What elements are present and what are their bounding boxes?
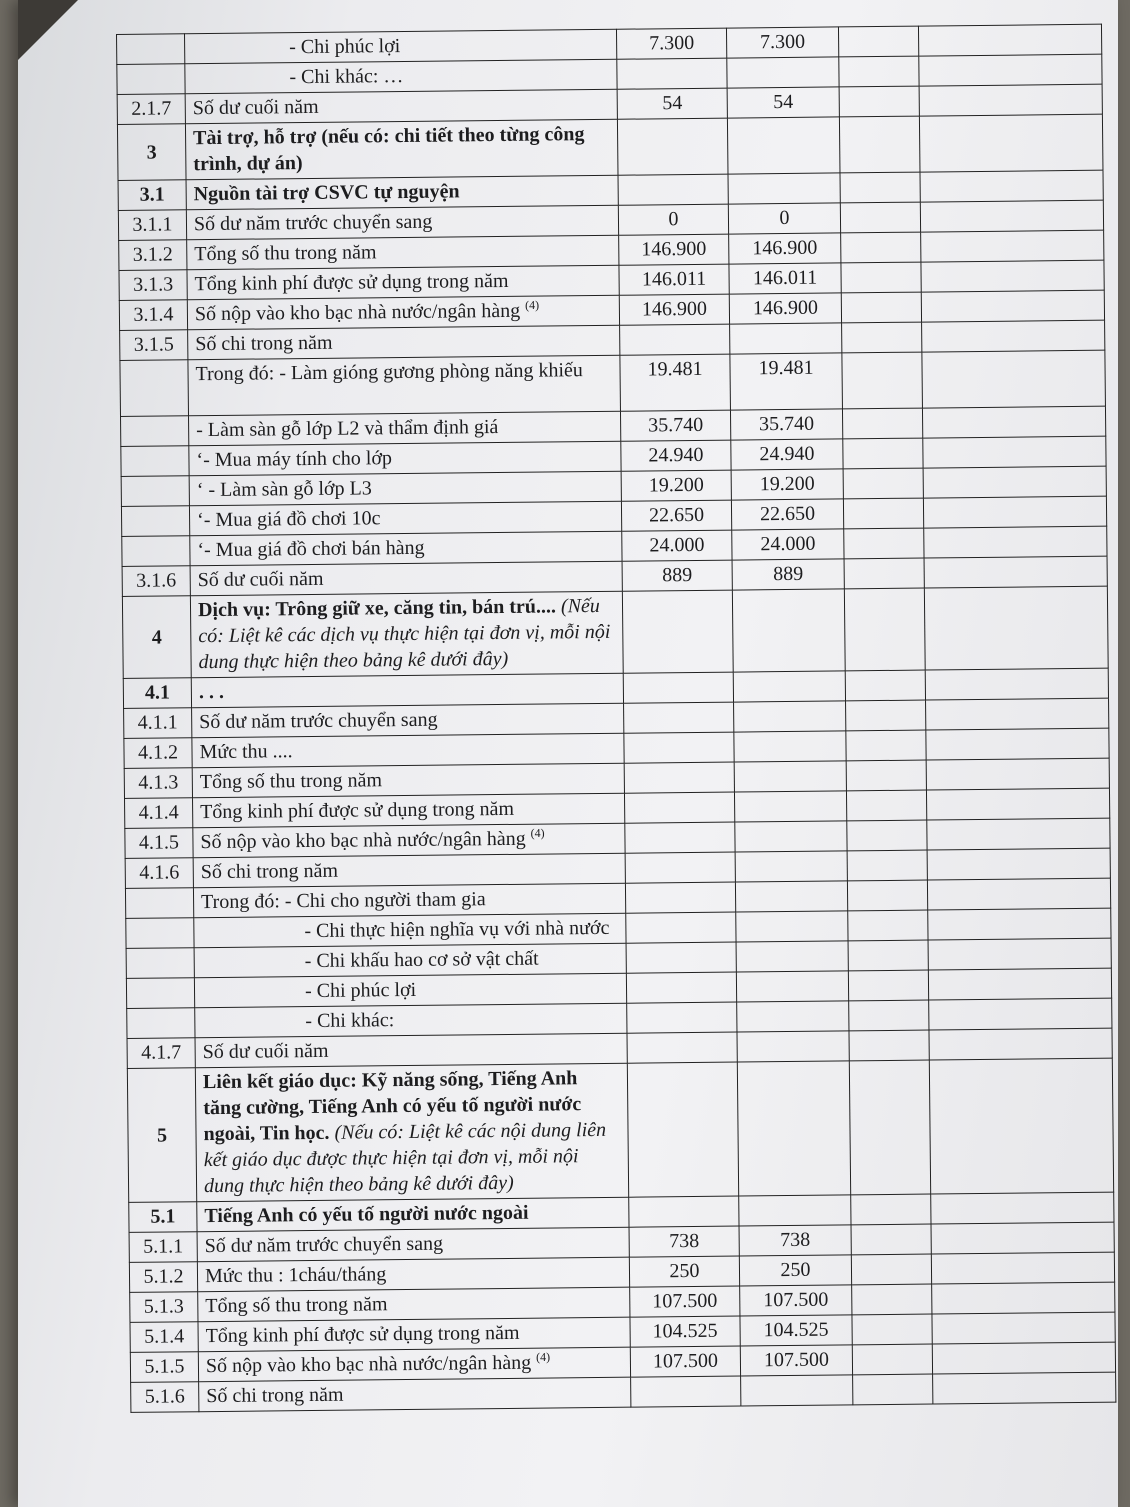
row-description: [188, 325, 620, 360]
value-estimate: [626, 912, 736, 943]
empty-cell: [848, 940, 928, 971]
value-estimate: 738: [629, 1226, 739, 1257]
row-description: [195, 1003, 627, 1038]
empty-cell: [844, 558, 924, 589]
empty-cell: [852, 1314, 932, 1345]
value-estimate: 250: [629, 1256, 739, 1287]
row-description-text: Nguồn tài trợ CSVC tự nguyện: [193, 180, 460, 206]
finance-table-body: [117, 24, 1116, 1412]
empty-cell: [920, 200, 1103, 232]
value-estimate: 54: [617, 88, 727, 119]
value-estimate: 24.000: [622, 530, 732, 561]
value-actual: 0: [728, 203, 840, 234]
value-actual: 250: [739, 1255, 851, 1286]
empty-cell: [840, 172, 920, 203]
row-code: 3.1.3: [119, 270, 187, 301]
row-code: 3.1.2: [119, 240, 187, 271]
value-estimate: [626, 972, 736, 1003]
value-actual: [734, 731, 846, 762]
empty-cell: [840, 202, 920, 233]
row-note: (Nếu có: Liệt kê các dịch vụ thực hiện tại đơn vị, mỗi nội dung thực hiện theo bảng kê dưới đây): [198, 594, 611, 674]
value-actual: [736, 971, 848, 1002]
empty-cell: [923, 466, 1106, 498]
row-description-text: Tài trợ, hỗ trợ (nếu có: chi tiết theo từng công trình, dự án): [192, 123, 585, 176]
row-code: 5: [127, 1068, 196, 1203]
row-code: 4.1: [123, 678, 191, 709]
empty-cell: [924, 526, 1107, 558]
empty-cell: [844, 528, 924, 559]
empty-cell: [926, 788, 1109, 820]
row-description-text: Liên kết giáo dục: Kỹ năng sống, Tiếng Anh tăng cường, Tiếng Anh có yếu tố người nước ngoài, Tin học.: [202, 1067, 582, 1146]
background-corner: [18, 0, 78, 60]
empty-cell: [839, 86, 919, 117]
empty-cell: [853, 1374, 933, 1405]
value-estimate: [620, 324, 730, 355]
row-description: [197, 1257, 629, 1292]
row-code: 5.1.1: [129, 1232, 197, 1263]
row-description-text: ‘ - Làm sàn gỗ lớp L3: [196, 477, 372, 502]
empty-cell: [919, 84, 1102, 116]
value-estimate: [626, 942, 736, 973]
row-description: [189, 501, 621, 536]
row-code: 4.1.4: [125, 798, 193, 829]
value-estimate: [624, 792, 734, 823]
row-code: 3.1: [118, 180, 186, 211]
row-description-text: ‘- Mua máy tính cho lớp: [196, 447, 393, 472]
row-description: [193, 823, 625, 858]
empty-cell: [852, 1284, 932, 1315]
row-code: 4: [122, 596, 191, 679]
empty-cell: [921, 290, 1104, 322]
empty-cell: [927, 878, 1110, 910]
empty-cell: [843, 498, 923, 529]
value-actual: 7.300: [726, 27, 838, 58]
row-description: [191, 673, 623, 708]
row-description: [189, 441, 621, 476]
empty-cell: [924, 556, 1107, 588]
value-actual: [739, 1195, 851, 1226]
row-description: [197, 1227, 629, 1262]
empty-cell: [841, 232, 921, 263]
empty-cell: [851, 1224, 931, 1255]
row-description: [193, 853, 625, 888]
value-actual: 738: [739, 1225, 851, 1256]
row-description: [185, 89, 617, 124]
empty-cell: [931, 1192, 1114, 1224]
row-description: [195, 1033, 627, 1068]
row-description: [194, 973, 626, 1008]
row-description: [190, 531, 622, 566]
empty-cell: [842, 352, 923, 409]
empty-cell: [918, 24, 1101, 56]
row-description-text: Số dư năm trước chuyển sang: [199, 708, 438, 734]
value-actual: [737, 1001, 849, 1032]
empty-cell: [921, 230, 1104, 262]
value-actual: 22.650: [731, 499, 843, 530]
row-code: 3: [117, 124, 186, 181]
value-estimate: [617, 118, 728, 175]
value-estimate: [624, 762, 734, 793]
empty-cell: [928, 968, 1111, 1000]
empty-cell: [926, 728, 1109, 760]
row-description: [189, 471, 621, 506]
empty-cell: [846, 760, 926, 791]
row-description: [192, 763, 624, 798]
empty-cell: [931, 1222, 1114, 1254]
empty-cell: [919, 114, 1103, 172]
row-description-text: Số dư năm trước chuyển sang: [204, 1232, 444, 1258]
row-description-text: Tiếng Anh có yếu tố người nước ngoài: [204, 1201, 529, 1228]
empty-cell: [849, 1030, 929, 1061]
row-code: [122, 536, 190, 567]
value-estimate: [617, 58, 727, 89]
row-description-text: Mức thu : 1cháu/tháng: [204, 1263, 387, 1288]
empty-cell: [922, 406, 1105, 438]
row-description-text: Số nộp vào kho bạc nhà nước/ngân hàng: [205, 1351, 532, 1378]
value-actual: 19.200: [731, 469, 843, 500]
row-description-text: - Chi thực hiện nghĩa vụ với nhà nước: [304, 916, 610, 943]
row-description: [186, 205, 618, 240]
row-description-text: . . .: [198, 680, 225, 704]
footnote-marker: (4): [530, 825, 545, 841]
row-code: [120, 360, 189, 417]
empty-cell: [933, 1372, 1116, 1404]
value-estimate: [625, 882, 735, 913]
value-estimate: 107.500: [630, 1286, 740, 1317]
value-actual: [735, 851, 847, 882]
empty-cell: [852, 1344, 932, 1375]
empty-cell: [847, 850, 927, 881]
row-description: [190, 591, 623, 678]
value-actual: 146.900: [729, 293, 841, 324]
value-actual: 107.500: [740, 1345, 852, 1376]
row-description: [192, 703, 624, 738]
row-description: [187, 295, 619, 330]
value-estimate: 146.900: [619, 234, 729, 265]
value-estimate: [618, 174, 728, 205]
row-description-text: Số chi trong năm: [206, 1383, 344, 1408]
empty-cell: [845, 670, 925, 701]
row-code: [126, 918, 194, 949]
empty-cell: [848, 910, 928, 941]
row-description: [187, 235, 619, 270]
row-code: 5.1.2: [129, 1262, 197, 1293]
row-description: [198, 1347, 630, 1382]
row-code: [126, 948, 194, 979]
row-code: 4.1.6: [125, 858, 193, 889]
value-actual: 19.481: [730, 353, 843, 410]
row-code: [121, 446, 189, 477]
row-description-text: - Làm sàn gỗ lớp L2 và thẩm định giá: [196, 416, 499, 442]
row-description-text: Số dư năm trước chuyển sang: [193, 210, 433, 236]
empty-cell: [849, 1000, 929, 1031]
value-estimate: 0: [618, 204, 728, 235]
row-code: 3.1.4: [119, 300, 187, 331]
footnote-marker: (4): [525, 297, 540, 313]
empty-cell: [842, 408, 922, 439]
row-description-text: Số dư cuối năm: [197, 567, 324, 592]
value-estimate: 146.900: [619, 294, 729, 325]
value-actual: [730, 323, 842, 354]
empty-cell: [846, 700, 926, 731]
row-code: 4.1.2: [124, 738, 192, 769]
empty-cell: [932, 1282, 1115, 1314]
document-page: [18, 0, 1118, 1507]
empty-cell: [851, 1194, 931, 1225]
value-actual: [737, 1031, 849, 1062]
value-actual: [727, 117, 840, 174]
value-estimate: [625, 852, 735, 883]
value-actual: [727, 57, 839, 88]
row-description: [197, 1197, 629, 1232]
empty-cell: [931, 1252, 1114, 1284]
row-description-text: Số dư cuối năm: [192, 95, 319, 120]
value-estimate: [624, 702, 734, 733]
empty-cell: [846, 790, 926, 821]
row-description-text: - Chi khấu hao cơ sở vật chất: [304, 947, 539, 973]
row-code: 5.1.3: [130, 1292, 198, 1323]
empty-cell: [919, 54, 1102, 86]
row-description: [198, 1287, 630, 1322]
row-description: [193, 793, 625, 828]
table-row: [117, 114, 1103, 180]
empty-cell: [849, 1060, 930, 1195]
row-code: 5.1: [129, 1202, 197, 1233]
value-estimate: 24.940: [621, 440, 731, 471]
value-actual: [728, 173, 840, 204]
value-estimate: 7.300: [616, 28, 726, 59]
value-actual: 54: [727, 87, 839, 118]
row-code: [117, 64, 185, 95]
empty-cell: [923, 496, 1106, 528]
value-estimate: 146.011: [619, 264, 729, 295]
empty-cell: [922, 350, 1106, 408]
row-description: [189, 411, 621, 446]
row-code: [121, 506, 189, 537]
empty-cell: [928, 908, 1111, 940]
value-actual: [732, 589, 845, 672]
empty-cell: [926, 758, 1109, 790]
value-actual: 24.940: [731, 439, 843, 470]
row-code: 4.1.5: [125, 828, 193, 859]
empty-cell: [842, 322, 922, 353]
table-row: [122, 586, 1108, 678]
row-code: 2.1.7: [117, 94, 185, 125]
row-description-text: Trong đó: - Làm gióng gương phòng năng khiếu: [195, 359, 583, 386]
row-description: [185, 119, 618, 180]
value-estimate: 19.200: [621, 470, 731, 501]
empty-cell: [848, 970, 928, 1001]
row-code: [121, 476, 189, 507]
row-description: [199, 1377, 631, 1412]
empty-cell: [847, 820, 927, 851]
empty-cell: [920, 170, 1103, 202]
row-description: [185, 29, 617, 64]
empty-cell: [838, 26, 918, 57]
row-code: [126, 978, 194, 1009]
value-actual: 107.500: [740, 1285, 852, 1316]
value-actual: 889: [732, 559, 844, 590]
value-actual: [734, 791, 846, 822]
empty-cell: [921, 260, 1104, 292]
table-row: [127, 1058, 1113, 1202]
row-code: 4.1.7: [127, 1038, 195, 1069]
empty-cell: [922, 320, 1105, 352]
value-actual: [735, 881, 847, 912]
value-actual: [733, 671, 845, 702]
value-actual: [737, 1061, 850, 1196]
empty-cell: [843, 438, 923, 469]
row-description-text: Tổng kinh phí được sử dụng trong năm: [200, 797, 515, 824]
footnote-marker: (4): [536, 1349, 551, 1365]
row-code: 4.1.1: [124, 708, 192, 739]
row-note: (Nếu có: Liệt kê các nội dung liên kết giáo dục được thực hiện tại đơn vị, mỗi nội dung thực hiện theo bảng kê dưới đây): [203, 1118, 607, 1198]
value-actual: [736, 941, 848, 972]
value-actual: 146.011: [729, 263, 841, 294]
row-description-text: Số chi trong năm: [200, 859, 339, 884]
empty-cell: [923, 436, 1106, 468]
value-actual: 24.000: [732, 529, 844, 560]
value-estimate: [627, 1032, 737, 1063]
row-description-text: Tổng số thu trong năm: [194, 241, 377, 266]
empty-cell: [927, 848, 1110, 880]
value-estimate: 107.500: [630, 1346, 740, 1377]
value-estimate: [622, 590, 733, 673]
value-actual: [741, 1375, 853, 1406]
row-code: 4.1.3: [124, 768, 192, 799]
row-description-text: Dịch vụ: Trông giữ xe, căng tin, bán trú....: [197, 595, 557, 622]
empty-cell: [929, 1028, 1112, 1060]
row-description-text: - Chi khác: …: [289, 64, 404, 89]
value-estimate: 22.650: [621, 500, 731, 531]
row-code: [117, 34, 185, 65]
row-code: [121, 416, 189, 447]
value-actual: 146.900: [729, 233, 841, 264]
value-estimate: [623, 672, 733, 703]
empty-cell: [929, 998, 1112, 1030]
row-description-text: - Chi phúc lợi: [304, 978, 417, 1003]
empty-cell: [839, 116, 920, 173]
row-code: 5.1.4: [130, 1322, 198, 1353]
value-estimate: [627, 1002, 737, 1033]
value-estimate: 35.740: [620, 410, 730, 441]
empty-cell: [927, 818, 1110, 850]
row-description: [186, 175, 618, 210]
row-description-text: Số nộp vào kho bạc nhà nước/ngân hàng: [200, 827, 526, 854]
value-estimate: [625, 822, 735, 853]
empty-cell: [847, 880, 927, 911]
row-description: [195, 1063, 628, 1202]
value-estimate: [627, 1062, 738, 1197]
empty-cell: [841, 292, 921, 323]
value-estimate: 19.481: [620, 354, 731, 411]
row-description: [192, 733, 624, 768]
row-description: [198, 1317, 630, 1352]
row-description-text: Tổng số thu trong năm: [199, 769, 383, 794]
row-description: [185, 59, 617, 94]
empty-cell: [841, 262, 921, 293]
row-code: 3.1.6: [122, 566, 190, 597]
value-actual: [735, 821, 847, 852]
empty-cell: [839, 56, 919, 87]
row-code: [125, 888, 193, 919]
empty-cell: [846, 730, 926, 761]
row-code: [127, 1008, 195, 1039]
row-description: [190, 561, 622, 596]
row-description-text: Mức thu ....: [199, 740, 293, 764]
value-actual: [736, 911, 848, 942]
row-description-text: Tổng kinh phí được sử dụng trong năm: [205, 1321, 520, 1348]
row-description: [188, 355, 621, 416]
row-description-text: Số dư cuối năm: [202, 1039, 329, 1064]
empty-cell: [932, 1342, 1115, 1374]
value-actual: [734, 761, 846, 792]
row-description-text: ‘- Mua giá đồ chơi bán hàng: [197, 536, 425, 562]
value-actual: [734, 701, 846, 732]
value-estimate: [629, 1196, 739, 1227]
row-description: [193, 883, 625, 918]
row-code: 3.1.5: [120, 330, 188, 361]
row-description-text: Trong đó: - Chi cho người tham gia: [200, 888, 486, 914]
empty-cell: [925, 668, 1108, 700]
empty-cell: [932, 1312, 1115, 1344]
empty-cell: [924, 586, 1108, 670]
row-description-text: Tổng số thu trong năm: [205, 1293, 388, 1318]
finance-table: [116, 24, 1116, 1413]
row-description-text: - Chi phúc lợi: [289, 35, 401, 59]
empty-cell: [926, 698, 1109, 730]
empty-cell: [928, 938, 1111, 970]
row-code: 5.1.5: [130, 1352, 198, 1383]
empty-cell: [844, 588, 925, 671]
row-description-text: - Chi khác:: [305, 1009, 395, 1033]
value-actual: 104.525: [740, 1315, 852, 1346]
empty-cell: [843, 468, 923, 499]
row-code: 3.1.1: [118, 210, 186, 241]
row-code: 5.1.6: [131, 1382, 199, 1413]
value-estimate: [631, 1376, 741, 1407]
row-description-text: Số chi trong năm: [195, 331, 333, 356]
value-estimate: 104.525: [630, 1316, 740, 1347]
empty-cell: [851, 1254, 931, 1285]
row-description: [194, 943, 626, 978]
row-description-text: Số nộp vào kho bạc nhà nước/ngân hàng: [194, 299, 521, 326]
empty-cell: [929, 1058, 1113, 1194]
row-description-text: Tổng kinh phí được sử dụng trong năm: [194, 269, 509, 296]
row-description: [187, 265, 619, 300]
value-actual: 35.740: [730, 409, 842, 440]
value-estimate: [624, 732, 734, 763]
row-description-text: ‘- Mua giá đồ chơi 10c: [196, 507, 381, 532]
value-estimate: 889: [622, 560, 732, 591]
row-description: [194, 913, 626, 948]
table-row: [120, 350, 1106, 416]
